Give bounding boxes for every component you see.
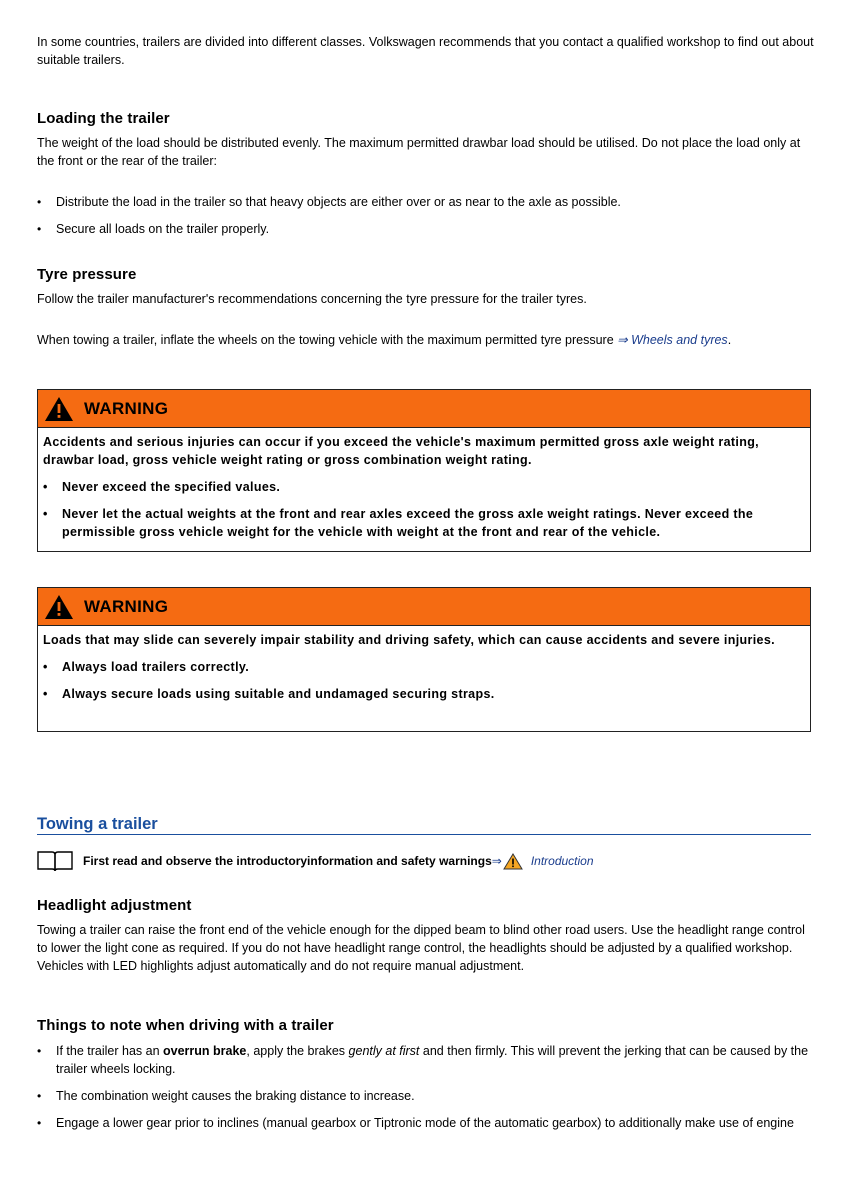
tyre-paragraph-1: Follow the trailer manufacturer's recommendations concerning the tyre pressure for the trailer tyres. bbox=[37, 292, 587, 306]
list-item: • If the trailer has an overrun brake, apply the brakes gently at first and then firmly. This will prevent the jerking that can be caused by the trailer wheels locking. bbox=[37, 1044, 809, 1076]
introduction-link[interactable]: Introduction bbox=[530, 854, 594, 868]
list-item: • The combination weight causes the braking distance to increase. bbox=[37, 1089, 415, 1103]
warning-header bbox=[38, 390, 810, 428]
first-read-text: First read and observe the introductoryinformation and safety warnings bbox=[83, 854, 492, 868]
intro-paragraph: In some countries, trailers are divided into different classes. Volkswagen recommends that you contact a qualified workshop to find out about suitable trailers. bbox=[37, 35, 814, 67]
list-item: • Secure all loads on the trailer properly. bbox=[37, 222, 270, 236]
warning-triangle-icon bbox=[503, 853, 523, 870]
list-item: • Never exceed the specified values. bbox=[43, 480, 281, 494]
loading-heading: Loading the trailer bbox=[37, 110, 170, 127]
loading-paragraph: The weight of the load should be distributed evenly. The maximum permitted drawbar load should be utilised. Do not place the load only at the front or the rear of the trailer: bbox=[37, 136, 801, 168]
warning-title: WARNING bbox=[84, 398, 169, 418]
list-item: • Never let the actual weights at the front and rear axles exceed the gross axle weight ratings. Never exceed the permissible gross vehicle weight for the vehicle with weight at the front and rear of the vehicle. bbox=[43, 507, 754, 539]
warning-box-1 bbox=[37, 389, 811, 552]
warning-lead: Loads that may slide can severely impair stability and driving safety, which can cause accidents and severe injuries. bbox=[43, 633, 775, 647]
headlight-paragraph: Towing a trailer can raise the front end of the vehicle enough for the dipped beam to blind other road users. Use the headlight range control to lower the light cone as required. If you do not have headlight range control, the headlights should be adjusted by a qualified workshop. Vehicles with LED highlights adjust automatically and do not require manual adjustment. bbox=[37, 923, 805, 973]
warning-lead: Accidents and serious injuries can occur if you exceed the vehicle's maximum permitted gross axle weight rating, drawbar load, gross vehicle weight rating or gross combination weight rating. bbox=[43, 435, 759, 467]
warning-title: WARNING bbox=[84, 596, 169, 616]
bullet-icon: • bbox=[43, 660, 48, 674]
bullet-icon: • bbox=[43, 687, 48, 701]
warning-box-2 bbox=[37, 587, 811, 732]
warning-header bbox=[38, 588, 810, 626]
bullet-icon: • bbox=[37, 195, 42, 209]
bullet-icon: • bbox=[37, 1116, 42, 1130]
bullet-icon: • bbox=[37, 1044, 42, 1058]
bullet-icon: • bbox=[37, 1089, 42, 1103]
headlight-heading: Headlight adjustment bbox=[37, 897, 192, 914]
bullet-icon: • bbox=[37, 222, 42, 236]
list-item: • Distribute the load in the trailer so that heavy objects are either over or as near to the axle as possible. bbox=[37, 195, 621, 209]
arrow-icon: ⇒ bbox=[617, 333, 628, 347]
warning-triangle-icon bbox=[44, 594, 74, 620]
first-read-row bbox=[37, 849, 594, 873]
bullet-icon: • bbox=[43, 480, 48, 494]
warning-body bbox=[38, 626, 810, 711]
wheels-and-tyres-link[interactable]: Wheels and tyres bbox=[631, 333, 728, 347]
things-heading: Things to note when driving with a trailer bbox=[37, 1017, 334, 1034]
list-item: • Engage a lower gear prior to inclines (manual gearbox or Tiptronic mode of the automatic gearbox) to additionally make use of engine bbox=[37, 1116, 794, 1130]
tyre-heading: Tyre pressure bbox=[37, 266, 137, 283]
warning-body bbox=[38, 428, 810, 549]
section-title: Towing a trailer bbox=[37, 814, 811, 835]
list-item: • Always secure loads using suitable and undamaged securing straps. bbox=[43, 687, 495, 701]
tyre-paragraph-2: When towing a trailer, inflate the wheels on the towing vehicle with the maximum permitted tyre pressure ⇒ Wheels and tyres. bbox=[37, 333, 732, 347]
list-item: • Always load trailers correctly. bbox=[43, 660, 250, 674]
arrow-icon: ⇒ bbox=[491, 854, 502, 868]
warning-triangle-icon bbox=[44, 396, 74, 422]
book-icon bbox=[37, 849, 73, 873]
bullet-icon: • bbox=[43, 507, 48, 521]
